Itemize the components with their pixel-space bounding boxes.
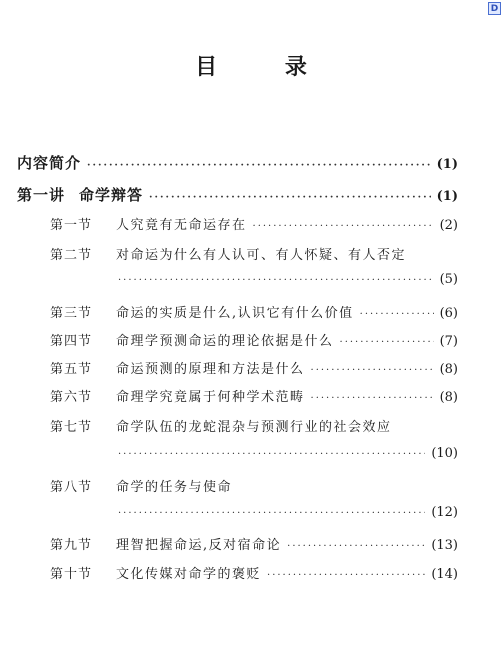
dot-leader: [118, 509, 425, 519]
section-title: 命运预测的原理和方法是什么: [116, 362, 305, 377]
dot-leader: [118, 450, 425, 460]
toc-section-8[interactable]: [50, 476, 458, 495]
dot-leader: [311, 394, 434, 404]
section-number: 第一节: [50, 218, 93, 233]
section-number: 第七节: [50, 420, 93, 435]
section-title: 命学的任务与使命: [116, 480, 233, 495]
toc-page-number: (10): [431, 446, 458, 461]
dot-leader: [118, 276, 434, 286]
toc-section-9[interactable]: [50, 534, 458, 553]
toc-section-4[interactable]: [50, 330, 458, 349]
toc-page-number: (8): [439, 362, 458, 377]
toc-section-10[interactable]: [50, 563, 458, 582]
dot-leader: [311, 366, 434, 376]
toc-section-2[interactable]: [50, 244, 458, 263]
toc-section-3[interactable]: [50, 302, 458, 321]
toc-section-8-continuation[interactable]: [118, 505, 458, 520]
section-number: 第四节: [50, 334, 93, 349]
toc-entry-title: 命学辩答: [79, 186, 144, 204]
section-title: 人究竟有无命运存在: [116, 218, 247, 233]
dot-leader: [287, 542, 425, 552]
section-number: 第九节: [50, 538, 93, 553]
toc-section-2-continuation[interactable]: [118, 272, 458, 287]
dot-leader: [340, 338, 434, 348]
toc-page-number: (1): [436, 157, 458, 172]
section-number: 第六节: [50, 390, 93, 405]
toc-section-7[interactable]: [50, 416, 458, 435]
page-title: 目 录: [195, 54, 337, 80]
dot-leader: [87, 161, 431, 171]
toc-page-number: (1): [436, 189, 458, 204]
toc-page-number: (5): [439, 272, 458, 287]
section-number: 第五节: [50, 362, 93, 377]
section-title: 命理学究竟属于何种学术范畴: [116, 390, 305, 405]
section-number: 第八节: [50, 480, 93, 495]
dot-leader: [267, 571, 425, 581]
section-number: 第三节: [50, 306, 93, 321]
section-title: 对命运为什么有人认可、有人怀疑、有人否定: [116, 248, 407, 263]
toc-section-5[interactable]: [50, 358, 458, 377]
section-number: 第二节: [50, 248, 93, 263]
toc-page-number: (8): [439, 390, 458, 405]
section-title: 命理学预测命运的理论依据是什么: [116, 334, 334, 349]
toc-section-7-continuation[interactable]: [118, 446, 458, 461]
toc-page-number: (2): [439, 218, 458, 233]
dot-leader: [253, 222, 434, 232]
toc-page-number: (14): [431, 567, 458, 582]
toc-page-number: (6): [439, 306, 458, 321]
toc-section-6[interactable]: [50, 386, 458, 405]
dot-leader: [149, 193, 431, 203]
toc-entry-intro[interactable]: [17, 152, 458, 173]
toc-page-number: (7): [439, 334, 458, 349]
toc-section-1[interactable]: [50, 214, 458, 233]
section-title: 文化传媒对命学的褒贬: [116, 567, 262, 582]
toc-entry-lecture-1[interactable]: [17, 184, 458, 205]
toc-page-number: (12): [431, 505, 458, 520]
dot-leader: [360, 310, 434, 320]
section-title: 命学队伍的龙蛇混杂与预测行业的社会效应: [116, 420, 392, 435]
section-title: 理智把握命运,反对宿命论: [116, 538, 282, 553]
section-title: 命运的实质是什么,认识它有什么价值: [116, 306, 354, 321]
toc-page-number: (13): [431, 538, 458, 553]
toc-entry-label: 内容简介: [17, 154, 82, 172]
document-badge-icon: D: [488, 2, 501, 15]
section-number: 第十节: [50, 567, 93, 582]
toc-entry-label: 第一讲: [17, 186, 66, 204]
